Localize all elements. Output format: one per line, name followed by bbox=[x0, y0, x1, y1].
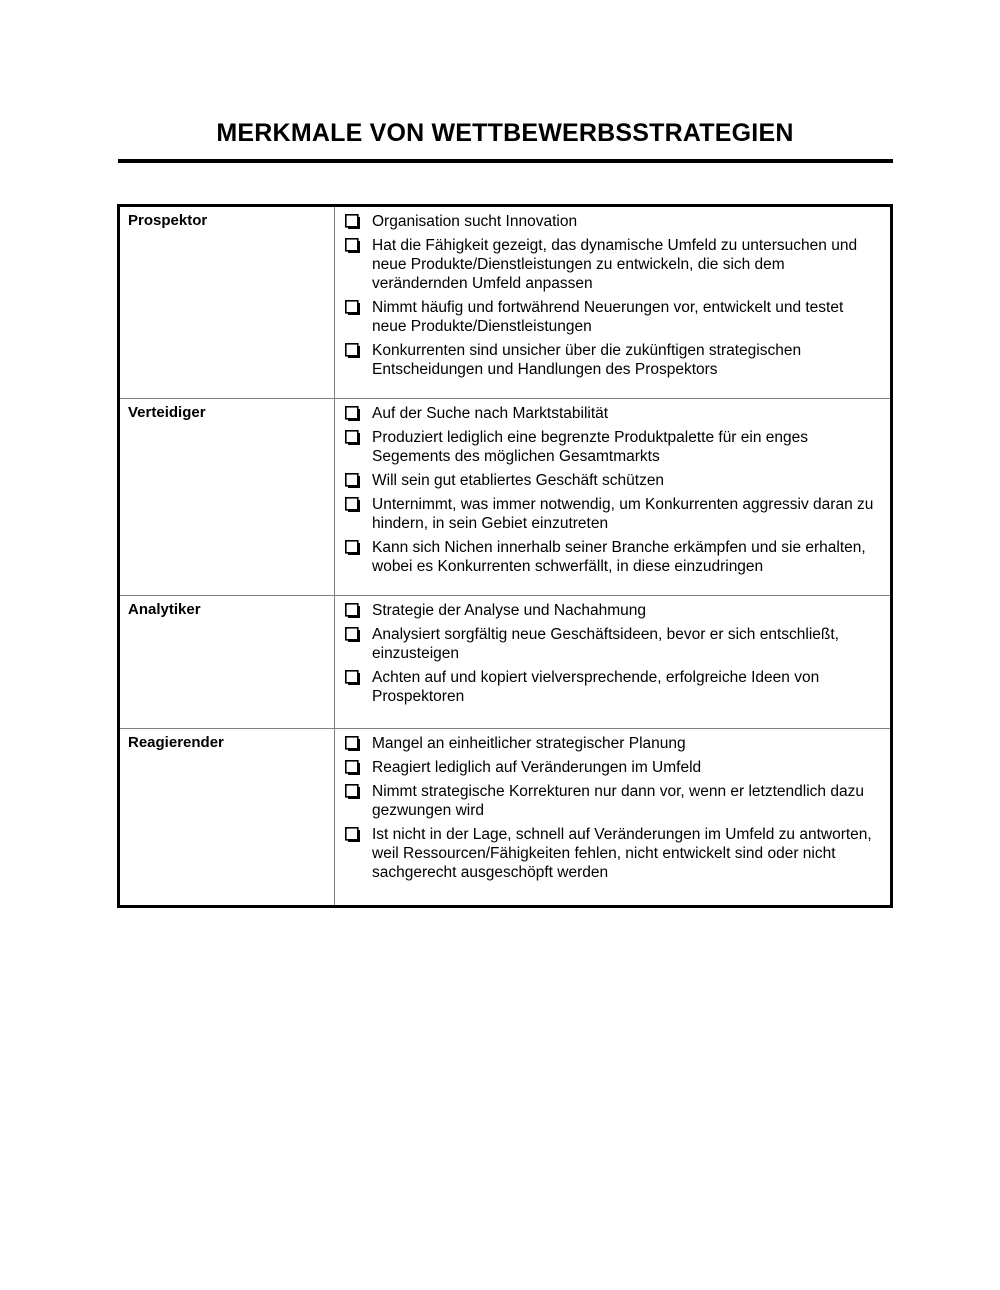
strategy-label: Prospektor bbox=[120, 207, 335, 398]
item-list bbox=[345, 404, 882, 576]
item-text: Strategie der Analyse und Nachahmung bbox=[372, 602, 647, 619]
page-title: MERKMALE VON WETTBEWERBSSTRATEGIEN bbox=[216, 119, 794, 147]
checkbox-square-icon[interactable] bbox=[345, 343, 359, 357]
checkbox-square-icon[interactable] bbox=[345, 238, 359, 252]
list-item bbox=[345, 625, 882, 663]
item-text: Produziert lediglich eine begrenzte Produktpalette für ein enges Segements des möglichen Gesamtmarkts bbox=[372, 429, 808, 465]
checkbox-square-icon[interactable] bbox=[345, 540, 359, 554]
item-text: Ist nicht in der Lage, schnell auf Veränderungen im Umfeld zu antworten, weil Ressourcen/Fähigkeiten fehlen, nicht entwickelt sind oder nicht sachgerecht ausgeschöpft werden bbox=[372, 826, 872, 881]
strategy-label: Analytiker bbox=[120, 596, 335, 728]
list-item bbox=[345, 601, 882, 620]
strategy-items-cell bbox=[335, 729, 890, 905]
checkbox-square-icon[interactable] bbox=[345, 300, 359, 314]
item-text: Hat die Fähigkeit gezeigt, das dynamische Umfeld zu untersuchen und neue Produkte/Dienstleistungen zu entwickeln, die sich dem verändernden Umfeld anpassen bbox=[372, 237, 858, 292]
checkbox-square-icon[interactable] bbox=[345, 670, 359, 684]
list-item bbox=[345, 825, 882, 882]
checkbox-square-icon[interactable] bbox=[345, 497, 359, 511]
list-item bbox=[345, 495, 882, 533]
list-item bbox=[345, 668, 882, 706]
item-list bbox=[345, 601, 882, 706]
checkbox-square-icon[interactable] bbox=[345, 603, 359, 617]
table-row bbox=[120, 207, 890, 398]
list-item bbox=[345, 782, 882, 820]
list-item bbox=[345, 428, 882, 466]
checkbox-square-icon[interactable] bbox=[345, 736, 359, 750]
item-text: Organisation sucht Innovation bbox=[372, 213, 578, 230]
strategy-label: Reagierender bbox=[120, 729, 335, 905]
item-list bbox=[345, 734, 882, 882]
checkbox-square-icon[interactable] bbox=[345, 406, 359, 420]
checkbox-square-icon[interactable] bbox=[345, 430, 359, 444]
item-text: Reagiert lediglich auf Veränderungen im Umfeld bbox=[372, 759, 702, 776]
list-item bbox=[345, 471, 882, 490]
item-list bbox=[345, 212, 882, 379]
strategy-items-cell bbox=[335, 399, 890, 595]
item-text: Auf der Suche nach Marktstabilität bbox=[372, 405, 609, 422]
list-item bbox=[345, 734, 882, 753]
strategy-items-cell bbox=[335, 596, 890, 728]
strategy-table bbox=[117, 204, 893, 908]
strategy-items-cell bbox=[335, 207, 890, 398]
item-text: Nimmt strategische Korrekturen nur dann vor, wenn er letztendlich dazu gezwungen wird bbox=[372, 783, 864, 819]
item-text: Analysiert sorgfältig neue Geschäftsideen, bevor er sich entschließt, einzusteigen bbox=[372, 626, 839, 662]
list-item bbox=[345, 298, 882, 336]
list-item bbox=[345, 404, 882, 423]
list-item bbox=[345, 538, 882, 576]
table-row bbox=[120, 398, 890, 595]
table-row bbox=[120, 728, 890, 905]
checkbox-square-icon[interactable] bbox=[345, 214, 359, 228]
title-divider bbox=[118, 159, 893, 163]
item-text: Unternimmt, was immer notwendig, um Konkurrenten aggressiv daran zu hindern, in sein Gebiet einzutreten bbox=[372, 496, 874, 532]
strategy-label: Verteidiger bbox=[120, 399, 335, 595]
checkbox-square-icon[interactable] bbox=[345, 784, 359, 798]
item-text: Nimmt häufig und fortwährend Neuerungen vor, entwickelt und testet neue Produkte/Dienstleistungen bbox=[372, 299, 844, 335]
table-row bbox=[120, 595, 890, 728]
list-item bbox=[345, 758, 882, 777]
item-text: Will sein gut etabliertes Geschäft schützen bbox=[372, 472, 665, 489]
checkbox-square-icon[interactable] bbox=[345, 827, 359, 841]
checkbox-square-icon[interactable] bbox=[345, 473, 359, 487]
item-text: Achten auf und kopiert vielversprechende, erfolgreiche Ideen von Prospektoren bbox=[372, 669, 820, 705]
item-text: Mangel an einheitlicher strategischer Planung bbox=[372, 735, 686, 752]
checkbox-square-icon[interactable] bbox=[345, 627, 359, 641]
checkbox-square-icon[interactable] bbox=[345, 760, 359, 774]
item-text: Kann sich Nichen innerhalb seiner Branche erkämpfen und sie erhalten, wobei es Konkurrenten schwerfällt, in diese einzudringen bbox=[372, 539, 866, 575]
list-item bbox=[345, 341, 882, 379]
item-text: Konkurrenten sind unsicher über die zukünftigen strategischen Entscheidungen und Handlungen des Prospektors bbox=[372, 342, 802, 378]
list-item bbox=[345, 236, 882, 293]
list-item bbox=[345, 212, 882, 231]
